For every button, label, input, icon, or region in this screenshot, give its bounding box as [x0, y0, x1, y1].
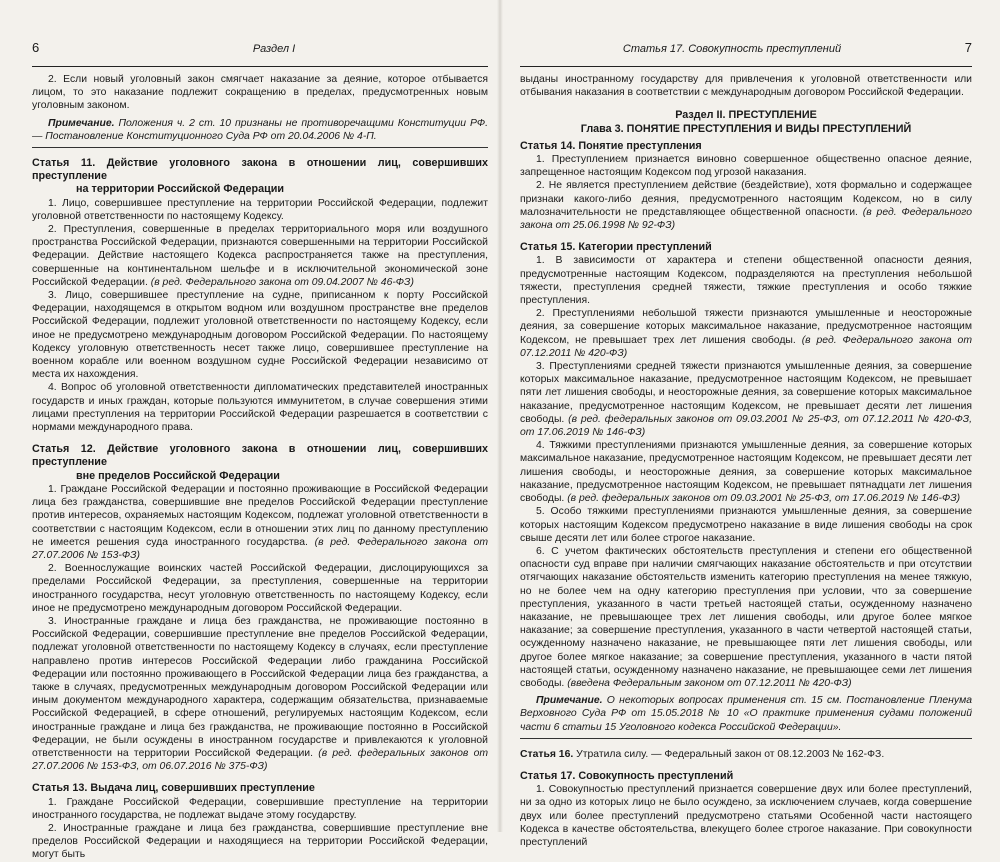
- right-running-head: [520, 40, 972, 67]
- right-page: [500, 0, 1000, 848]
- paragraph: 2. Военнослужащие воинских частей Российской Федерации, дислоцирующихся за пределами Российской Федерации, за преступления, совершенные на территории иностранного государства, несут уголовную ответственность по настоящему Кодексу, если иное не предусмотрено международным договором Российской Федерации.: [32, 563, 488, 614]
- left-page: [0, 0, 500, 861]
- section-title: Раздел II. ПРЕСТУПЛЕНИЕ: [675, 109, 817, 122]
- article-15-title: Статья 15. Категории преступлений: [520, 241, 712, 254]
- left-section-title: Раздел I: [252, 43, 296, 55]
- paragraph: 3. Иностранные граждане и лица без гражданства, не проживающие постоянно в Российской Федерации, совершившие преступление вне пределов Российской Федерации, подлежат уголовной ответственности по настоящему Кодексу в случаях, если преступление направлено против интересов Российской Федерации либо гражданина Российской Федерации или постоянно проживающего в Российской Федерации лица без гражданства, а также в случаях, предусмотренных международным договором Российской Федерации или иным документом международного характера, содержащим обязательства, признаваемые Российской Федерацией, в сфере отношений, регулируемых настоящим Кодексом, если иностранные граждане и лица без гражданства, не проживающие постоянно в Российской Федерации, не были осуждены в иностранном государстве и привлекаются к уголовной ответственности на территории Российской Федерации. (в ред. федеральных законов от 27.07.2006 № 153-ФЗ, от 06.07.2016 № 375-ФЗ): [32, 615, 488, 773]
- article-16: Статья 16. Утратила силу. — Федеральный закон от 08.12.2003 № 162-ФЗ.: [520, 748, 885, 760]
- note-art10: [32, 117, 488, 148]
- note-art15: [520, 694, 972, 739]
- left-page-number: 6: [32, 40, 40, 55]
- paragraph: 2. Не является преступлением действие (бездействие), хотя формально и содержащее признаки какого-либо деяния, предусмотренного настоящим Кодексом, но в силу малозначительности не представляющее общественной опасности. (в ред. Федерального закона от 25.06.1998 № 92-ФЗ): [520, 180, 972, 232]
- note-label: Примечание.: [48, 117, 115, 129]
- note-label: Примечание.: [536, 695, 603, 707]
- note-text: Положения ч. 2 ст. 10 признаны не противоречащими Конституции РФ. — Постановление Конституционного Суда РФ от 20.04.2006 № 4-П.: [32, 117, 488, 142]
- left-running-head: [32, 40, 488, 67]
- paragraph: 2. Если новый уголовный закон смягчает наказание за деяние, которое отбывается лицом, то это наказание подлежит сокращению в пределах, предусмотренных новым уголовным законом.: [32, 74, 488, 112]
- article-11-title: Статья 11. Действие уголовного закона в отношении лиц, совершивших преступление на территории Российской Федерации: [32, 157, 488, 196]
- paragraph: 2. Иностранные граждане и лица без гражданства, совершившие преступление вне пределов Российской Федерации и находящиеся на территории Российской Федерации, могут быть: [32, 822, 488, 861]
- note-text: О некоторых вопросах применения ст. 15 см. Постановление Пленума Верховного Суда РФ от 15.05.2018 № 10 «О практике применения судами положений части 6 статьи 15 Уголовного кодекса Российской Федерации».: [520, 695, 972, 733]
- paragraph: 1. Граждане Российской Федерации, совершившие преступление на территории иностранного государства, не подлежат выдаче этому государству.: [32, 796, 488, 821]
- chapter-title: Глава 3. ПОНЯТИЕ ПРЕСТУПЛЕНИЯ И ВИДЫ ПРЕСТУПЛЕНИЙ: [580, 122, 912, 135]
- paragraph: 1. Преступлением признается виновно совершенное общественно опасное деяние, запрещенное настоящим Кодексом под угрозой наказания.: [520, 154, 972, 179]
- article-14-title: Статья 14. Понятие преступления: [520, 139, 702, 152]
- paragraph: 1. Граждане Российской Федерации и постоянно проживающие в Российской Федерации лица без гражданства, совершившие вне пределов Российской Федерации преступление против интересов, охраняемых настоящим Кодексом, подлежат уголовной ответственности в соответствии с настоящим Кодексом, если в отношении этих лиц по данному преступлению не имеется решения суда иностранного государства. (в ред. Федерального закона от 27.07.2006 № 153-ФЗ): [32, 483, 489, 561]
- paragraph: выданы иностранному государству для привлечения к уголовной ответственности или отбывания наказания в соответствии с международным договором Российской Федерации.: [520, 74, 972, 99]
- article-13-title: Статья 13. Выдача лиц, совершивших преступление: [32, 782, 315, 795]
- paragraph: 3. Лицо, совершившее преступление на судне, приписанном к порту Российской Федерации, находящемся в открытом водном или воздушном пространстве вне пределов Российской Федерации, подлежит уголовной ответственности по настоящему Кодексу, если иное не предусмотрено международным договором Российской Федерации. По настоящему Кодексу уголовную ответственность несет также лицо, совершившее преступление на военном корабле или военном воздушном судне Российской Федерации независимо от места их нахождения.: [32, 290, 488, 381]
- paragraph: 1. Лицо, совершившее преступление на территории Российской Федерации, подлежит уголовной ответственности по настоящему Кодексу.: [32, 197, 488, 222]
- left-column: [32, 73, 488, 862]
- paragraph: 2. Преступлениями небольшой тяжести признаются умышленные и неосторожные деяния, за совершение которых максимальное наказание, предусмотренное настоящим Кодексом, не превышает трех лет лишения свободы. (в ред. Федерального закона от 07.12.2011 № 420-ФЗ): [520, 308, 972, 359]
- article-17-title: Статья 17. Совокупность преступлений: [520, 769, 734, 782]
- paragraph: 3. Преступлениями средней тяжести признаются умышленные деяния, за совершение которых максимальное наказание, предусмотренное настоящим Кодексом, не превышает пяти лет лишения свободы, и неосторожные деяния, за совершение которых максимальное наказание, предусмотренное настоящим Кодексом, не превышает десяти лет лишения свободы. (в ред. федеральных законов от 09.03.2001 № 25-ФЗ, от 07.12.2011 № 420-ФЗ, от 17.06.2019 № 146-ФЗ): [520, 361, 973, 439]
- paragraph: 4. Вопрос об уголовной ответственности дипломатических представителей иностранных государств и иных граждан, которые пользуются иммунитетом, в случае совершения этими лицами преступления на территории Российской Федерации разрешается в соответствии с нормами международного права.: [32, 382, 488, 434]
- paragraph: 5. Особо тяжкими преступлениями признаются умышленные деяния, за совершение которых настоящим Кодексом предусмотрено наказание в виде лишения свободы на срок свыше десяти лет или более строгое наказание.: [520, 506, 972, 544]
- article-12-title: Статья 12. Действие уголовного закона в отношении лиц, совершивших преступление вне пределов Российской Федерации: [32, 443, 488, 482]
- right-column: [520, 73, 972, 849]
- right-page-number: 7: [964, 40, 972, 55]
- paragraph: 1. Совокупностью преступлений признается совершение двух или более преступлений, ни за одно из которых лицо не было осуждено, за исключением случаев, когда совершение двух или более преступлений предусмотрено статьями Особенной части настоящего Кодекса в качестве обстоятельства, влекущего более строгое наказание. При совокупности преступлений: [520, 784, 972, 848]
- paragraph: 1. В зависимости от характера и степени общественной опасности деяния, предусмотренные настоящим Кодексом, подразделяются на преступления небольшой тяжести, преступления средней тяжести, тяжкие преступления и особо тяжкие преступления.: [520, 255, 972, 307]
- paragraph: 2. Преступления, совершенные в пределах территориального моря или воздушного пространства Российской Федерации, признаются совершенными на территории Российской Федерации. Действие настоящего Кодекса распространяется также на преступления, совершенные на континентальном шельфе и в исключительной экономической зоне Российской Федерации. (в ред. Федерального закона от 09.04.2007 № 46-ФЗ): [32, 224, 488, 288]
- paragraph: 6. С учетом фактических обстоятельств преступления и степени его общественной опасности суд вправе при наличии смягчающих наказание обстоятельств и при отсутствии отягчающих наказание обстоятельств изменить категорию преступления на менее тяжкую, но не более чем на одну категорию преступления при условии, что за совершение преступления, указанного в части третьей настоящей статьи, осужденному назначено наказание, не превышающее трех лет лишения свободы, или другое более мягкое наказание; за совершение преступления, указанного в части четвертой настоящей статьи, осужденному назначено наказание, не превышающее пяти лет лишения свободы, или другое более мягкое наказание; за совершение преступления, указанного в части пятой настоящей статьи, осужденному назначено наказание, не превышающее семи лет лишения свободы. (введена Федеральным законом от 07.12.2011 № 420-ФЗ): [520, 545, 972, 689]
- right-article-title: Статья 17. Совокупность преступлений: [622, 43, 842, 55]
- paragraph: 4. Тяжкими преступлениями признаются умышленные деяния, за совершение которых максимальное наказание, предусмотренное настоящим Кодексом, не превышает десяти лет лишения свободы, и неосторожные деяния, за совершение которых максимальное наказание, предусмотренное настоящим Кодексом, не превышает пятнадцати лет лишения свободы. (в ред. федеральных законов от 09.03.2001 № 25-ФЗ, от 17.06.2019 № 146-ФЗ): [520, 440, 972, 505]
